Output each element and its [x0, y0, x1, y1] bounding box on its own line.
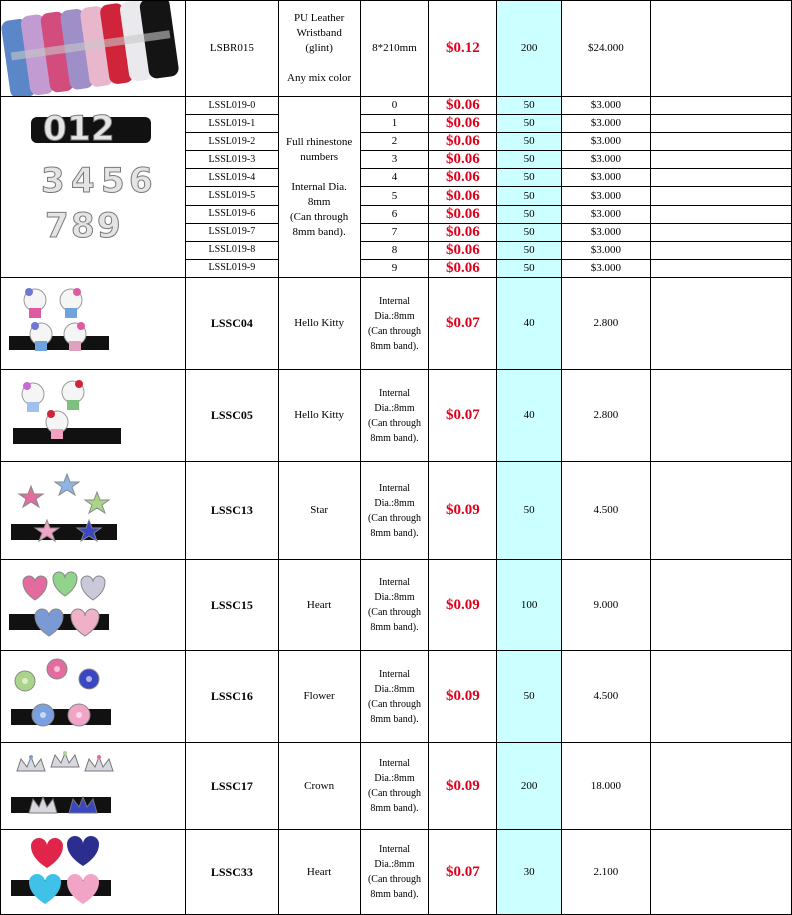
product-total: 2.100	[561, 830, 650, 915]
blank-cell	[650, 830, 791, 915]
blank-cell	[650, 133, 791, 151]
sub-spec: 1	[360, 115, 429, 133]
product-qty: 50	[497, 462, 562, 560]
product-qty: 50	[497, 651, 562, 743]
sub-total: $3.000	[561, 205, 650, 223]
rhinestone-digit: 4	[71, 161, 95, 201]
table-row	[1, 560, 792, 651]
wristband-photo	[1, 1, 185, 96]
product-image-cell	[1, 1, 186, 97]
rhinestone-digit: 2	[91, 109, 115, 149]
sub-spec: 3	[360, 151, 429, 169]
product-image-cell	[1, 743, 186, 830]
sub-spec: 9	[360, 259, 429, 277]
product-name: Hello Kitty	[278, 278, 360, 370]
sub-total: $3.000	[561, 259, 650, 277]
crown-charms-photo	[1, 743, 185, 829]
sub-price: $0.06	[429, 241, 497, 259]
sub-price: $0.06	[429, 115, 497, 133]
product-name: Heart	[278, 560, 360, 651]
sub-spec: 0	[360, 97, 429, 115]
product-image-cell	[1, 830, 186, 915]
table-row	[1, 462, 792, 560]
sub-code: LSSL019-7	[186, 223, 279, 241]
product-total: 4.500	[561, 651, 650, 743]
blank-cell	[650, 241, 791, 259]
product-qty: 40	[497, 278, 562, 370]
product-code: LSSC15	[186, 560, 279, 651]
product-code: LSSC05	[186, 370, 279, 462]
product-code: LSSC16	[186, 651, 279, 743]
sub-qty: 50	[497, 133, 562, 151]
product-name: Full rhinestone numbers Internal Dia. 8mm (Can through 8mm band).	[278, 97, 360, 278]
blank-cell	[650, 187, 791, 205]
sub-spec: 6	[360, 205, 429, 223]
product-spec: Internal Dia.:8mm (Can through 8mm band).	[360, 370, 429, 462]
product-spec: 8*210mm	[360, 1, 429, 97]
heart-charms-photo	[1, 560, 185, 650]
sub-qty: 50	[497, 97, 562, 115]
product-name: Crown	[278, 743, 360, 830]
product-spec: Internal Dia.:8mm (Can through 8mm band).	[360, 830, 429, 915]
blank-cell	[650, 115, 791, 133]
sub-spec: 5	[360, 187, 429, 205]
product-total: 2.800	[561, 370, 650, 462]
product-code: LSSC13	[186, 462, 279, 560]
product-image-cell	[1, 278, 186, 370]
sub-total: $3.000	[561, 133, 650, 151]
blank-cell	[650, 1, 791, 97]
product-code: LSSC33	[186, 830, 279, 915]
sub-qty: 50	[497, 205, 562, 223]
sub-code: LSSL019-3	[186, 151, 279, 169]
sub-price: $0.06	[429, 133, 497, 151]
star-charms-photo	[1, 462, 185, 559]
sub-code: LSSL019-4	[186, 169, 279, 187]
sub-code: LSSL019-2	[186, 133, 279, 151]
sub-total: $3.000	[561, 223, 650, 241]
product-price: $0.09	[429, 462, 497, 560]
rhinestone-digit: 3	[41, 161, 65, 201]
flower-charms-photo	[1, 651, 185, 742]
table-row	[1, 651, 792, 743]
rhinestone-digit: 0	[43, 109, 67, 149]
table-row	[1, 278, 792, 370]
product-image-cell	[1, 560, 186, 651]
sub-spec: 8	[360, 241, 429, 259]
product-code: LSBR015	[186, 1, 279, 97]
sub-total: $3.000	[561, 151, 650, 169]
sub-total: $3.000	[561, 187, 650, 205]
sub-code: LSSL019-1	[186, 115, 279, 133]
product-image-cell	[1, 370, 186, 462]
blank-cell	[650, 462, 791, 560]
sub-qty: 50	[497, 115, 562, 133]
product-total: 9.000	[561, 560, 650, 651]
sub-code: LSSL019-6	[186, 205, 279, 223]
product-price: $0.09	[429, 560, 497, 651]
product-qty: 30	[497, 830, 562, 915]
blank-cell	[650, 259, 791, 277]
table-row	[1, 1, 792, 97]
rhinestone-numbers-photo	[1, 97, 185, 277]
product-price: $0.12	[429, 1, 497, 97]
table-row	[1, 97, 792, 115]
rhinestone-digit: 1	[67, 109, 91, 149]
blank-cell	[650, 223, 791, 241]
sub-code: LSSL019-5	[186, 187, 279, 205]
sub-price: $0.06	[429, 187, 497, 205]
product-image-cell	[1, 97, 186, 278]
product-name: Flower	[278, 651, 360, 743]
hello-kitty-charms-photo-2	[1, 370, 185, 461]
sub-qty: 50	[497, 259, 562, 277]
sub-price: $0.06	[429, 205, 497, 223]
product-name: Heart	[278, 830, 360, 915]
hello-kitty-charms-photo	[1, 278, 185, 369]
product-name: Hello Kitty	[278, 370, 360, 462]
product-spec: Internal Dia.:8mm (Can through 8mm band).	[360, 278, 429, 370]
blank-cell	[650, 169, 791, 187]
product-total: 2.800	[561, 278, 650, 370]
product-total: 4.500	[561, 462, 650, 560]
sub-qty: 50	[497, 223, 562, 241]
product-qty: 100	[497, 560, 562, 651]
product-price: $0.09	[429, 651, 497, 743]
sub-qty: 50	[497, 169, 562, 187]
product-qty: 40	[497, 370, 562, 462]
rhinestone-digit: 5	[101, 161, 125, 201]
product-spec: Internal Dia.:8mm (Can through 8mm band).	[360, 651, 429, 743]
table-row	[1, 743, 792, 830]
blank-cell	[650, 743, 791, 830]
product-price: $0.09	[429, 743, 497, 830]
product-price: $0.07	[429, 278, 497, 370]
product-spec: Internal Dia.:8mm (Can through 8mm band).	[360, 743, 429, 830]
sub-total: $3.000	[561, 115, 650, 133]
sub-code: LSSL019-0	[186, 97, 279, 115]
sub-spec: 7	[360, 223, 429, 241]
sub-price: $0.06	[429, 97, 497, 115]
sub-total: $3.000	[561, 241, 650, 259]
sub-qty: 50	[497, 187, 562, 205]
sub-spec: 2	[360, 133, 429, 151]
table-row	[1, 830, 792, 915]
rhinestone-digit: 9	[97, 206, 121, 246]
sub-price: $0.06	[429, 169, 497, 187]
product-spec: Internal Dia.:8mm (Can through 8mm band).	[360, 560, 429, 651]
sub-total: $3.000	[561, 97, 650, 115]
product-total: $24.000	[561, 1, 650, 97]
sub-qty: 50	[497, 241, 562, 259]
product-spec: Internal Dia.:8mm (Can through 8mm band).	[360, 462, 429, 560]
blank-cell	[650, 278, 791, 370]
product-qty: 200	[497, 1, 562, 97]
enamel-heart-charms-photo	[1, 830, 185, 914]
table-row	[1, 370, 792, 462]
blank-cell	[650, 97, 791, 115]
product-price: $0.07	[429, 370, 497, 462]
sub-price: $0.06	[429, 151, 497, 169]
product-qty: 200	[497, 743, 562, 830]
rhinestone-digit: 8	[71, 206, 95, 246]
blank-cell	[650, 151, 791, 169]
product-name: PU Leather Wristband (glint) Any mix color	[278, 1, 360, 97]
blank-cell	[650, 560, 791, 651]
rhinestone-digit: 6	[129, 161, 153, 201]
sub-code: LSSL019-9	[186, 259, 279, 277]
product-image-cell	[1, 651, 186, 743]
sub-total: $3.000	[561, 169, 650, 187]
blank-cell	[650, 651, 791, 743]
product-price: $0.07	[429, 830, 497, 915]
blank-cell	[650, 205, 791, 223]
sub-price: $0.06	[429, 259, 497, 277]
sub-price: $0.06	[429, 223, 497, 241]
sub-qty: 50	[497, 151, 562, 169]
sub-spec: 4	[360, 169, 429, 187]
product-code: LSSC04	[186, 278, 279, 370]
rhinestone-digit: 7	[45, 206, 69, 246]
product-code: LSSC17	[186, 743, 279, 830]
product-image-cell	[1, 462, 186, 560]
product-name: Star	[278, 462, 360, 560]
blank-cell	[650, 370, 791, 462]
product-total: 18.000	[561, 743, 650, 830]
sub-code: LSSL019-8	[186, 241, 279, 259]
